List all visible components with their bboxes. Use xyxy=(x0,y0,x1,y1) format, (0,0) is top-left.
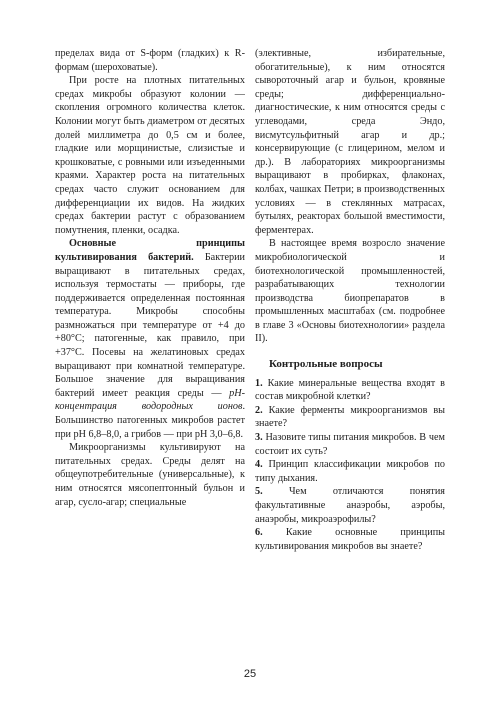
question-number: 3. xyxy=(255,432,263,444)
inline-heading: Основные принципы культивирования бактерий. xyxy=(55,238,245,263)
italic-term: pH-концентрация водородных ионов xyxy=(55,387,245,413)
page-number: 25 xyxy=(243,668,257,680)
question-item xyxy=(255,526,445,553)
question-item xyxy=(255,431,445,458)
paragraph-text: Бактерии выращивают в питательных средах, используя термостаты — приборы, где поддерживается определенная постоянная температура. Микробы способны размножаться при температуре от +4 до +80°С; патогенные, как правило, при +37°С. Посевы на желатиновых средах выращивают при комнатной температуре. Большое значение для выращивания бактерий имеет реакция среды — xyxy=(55,251,245,399)
paragraph: В настоящее время возросло значение микробиологической и биотехнологической промышленностей, разрабатывающих технологии производства биопрепаратов в промышленных масштабах (см. подробнее в главе 3 «Основы биотехнологии» раздела II). xyxy=(255,238,445,345)
paragraph: При росте на плотных питательных средах микробы образуют колонии — скопления огромного количества клеток. Колонии могут быть диаметром от десятых долей миллиметра до 0,5 см и более, гладкие или морщинистые, слизистые и крошковатые, с ровными или изъеденными краями. Характер роста на питательных средах часто служит основанием для дифференциации их видов. На жидких средах бактерии растут с образованием помутнения, пленки, осадка. xyxy=(55,75,245,236)
question-text: Какие основные принципы культивирования микробов вы знаете? xyxy=(255,527,445,552)
left-column xyxy=(55,47,245,509)
question-item xyxy=(255,458,445,485)
question-text: Принцип классификации микробов по типу дыхания. xyxy=(255,459,445,484)
question-text: Назовите типы питания микробов. В чем состоит их суть? xyxy=(255,432,445,457)
paragraph xyxy=(55,237,245,441)
right-column xyxy=(255,47,445,553)
paragraph-text: . Большинство патогенных микробов растет при pH 6,8–8,0, а грибов — при pH 3,0–6,8. xyxy=(55,401,245,440)
paragraph: (элективные, избирательные, обогатительные), к ним относятся сывороточный агар и бульон, кровяные среды; дифференциально-диагностические, к ним относятся среды с углеводами, среда Эндо, висмутсульфитный агар и др.; консервирующие (с глицерином, мелом и др.). В лабораториях микроорганизмы выращивают в пробирках, флаконах, колбах, чашках Петри; в производственных условиях — в стеклянных матрасах, бутылях, реакторах большой вместимости, ферментерах. xyxy=(255,48,445,236)
question-number: 5. xyxy=(255,486,263,498)
question-text: Какие ферменты микроорганизмов вы знаете? xyxy=(255,404,445,430)
question-item xyxy=(255,485,445,526)
questions-list xyxy=(255,377,445,554)
question-item xyxy=(255,404,445,431)
question-number: 4. xyxy=(255,459,263,471)
question-text: Какие минеральные вещества входят в состав микробной клетки? xyxy=(255,377,445,403)
question-number: 2. xyxy=(255,404,263,416)
question-number: 1. xyxy=(255,377,263,389)
paragraph: Микроорганизмы культивируют на питательных средах. Среды делят на общеупотребительные (универсальные), к ним относятся мясопептонный бульон и агар, сусло-агар; специальные xyxy=(55,442,245,508)
question-item xyxy=(255,377,445,404)
question-number: 6. xyxy=(255,527,263,539)
section-heading: Контрольные вопросы xyxy=(269,358,383,371)
question-text: Чем отличаются понятия факультативные анаэробы, аэробы, анаэробы, микроаэрофилы? xyxy=(255,486,445,525)
paragraph: пределах вида от S-форм (гладких) к R-формам (шероховатые). xyxy=(55,48,245,73)
